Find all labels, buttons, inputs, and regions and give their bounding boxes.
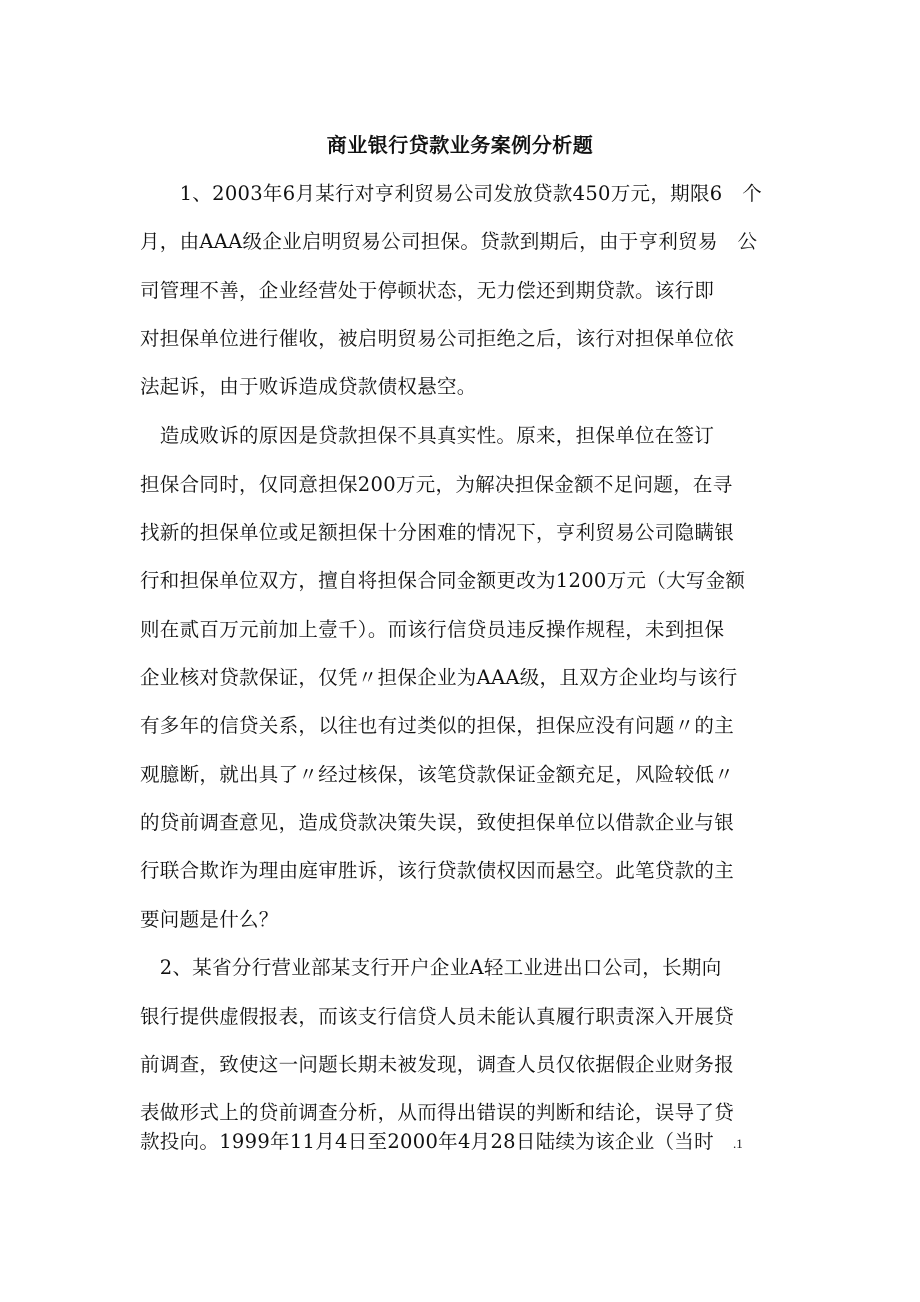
text-line: 对担保单位进行催收，被启明贸易公司拒绝之后，该行对担保单位依 [140,327,735,350]
text-line: 企业核对贷款保证，仅凭〃担保企业为AAA级，且双方企业均与该行 [140,666,738,689]
text-line: 1、2003年6月某行对亨利贸易公司发放贷款450万元，期限6 个 [140,182,763,205]
page-number: .1 [733,1136,743,1151]
text-line: 找新的担保单位或足额担保十分困难的情况下，亨利贸易公司隐瞒银 [140,521,735,544]
text-line: 前调查，致使这一问题长期未被发现，调查人员仅依据假企业财务报 [140,1053,735,1076]
text-line: 法起诉，由于败诉造成贷款债权悬空。 [140,375,477,398]
text-line: 观臆断，就出具了〃经过核保，该笔贷款保证金额充足，风险较低〃 [140,763,735,786]
text-line: 行和担保单位双方，擅自将担保合同金额更改为1200万元（大写金额 [140,569,746,592]
text-line: 的贷前调查意见，造成贷款决策失误，致使担保单位以借款企业与银 [140,811,735,834]
text-line: 担保合同时，仅同意担保200万元，为解决担保金额不足问题，在寻 [140,473,733,496]
text-line: 2、某省分行营业部某支行开户企业A轻工业进出口公司，长期向 [140,956,722,979]
text-line: 则在贰百万元前加上壹千）。而该行信贷员违反操作规程，未到担保 [140,618,725,641]
text-line: 司管理不善，企业经营处于停顿状态，无力偿还到期贷款。该行即 [140,279,715,302]
text-line: 行联合欺诈为理由庭审胜诉，该行贷款债权因而悬空。此笔贷款的主 [140,859,735,882]
text-line: 款投向。1999年11月4日至2000年4月28日陆续为该企业（当时 [140,1130,714,1153]
text-line: 要问题是什么？ [140,908,279,931]
text-line: 月，由AAA级企业启明贸易公司担保。贷款到期后，由于亨利贸易 公 [140,230,758,253]
text-line: 表做形式上的贷前调查分析，从而得出错误的判断和结论，误导了贷 [140,1101,735,1124]
text-line: 造成败诉的原因是贷款担保不具真实性。原来，担保单位在签订 [140,424,715,447]
text-line: 有多年的信贷关系，以往也有过类似的担保，担保应没有问题〃的主 [140,714,735,737]
document-title: 商业银行贷款业务案例分析题 [326,133,594,157]
text-line: 银行提供虚假报表，而该支行信贷人员未能认真履行职责深入开展贷 [140,1005,735,1028]
